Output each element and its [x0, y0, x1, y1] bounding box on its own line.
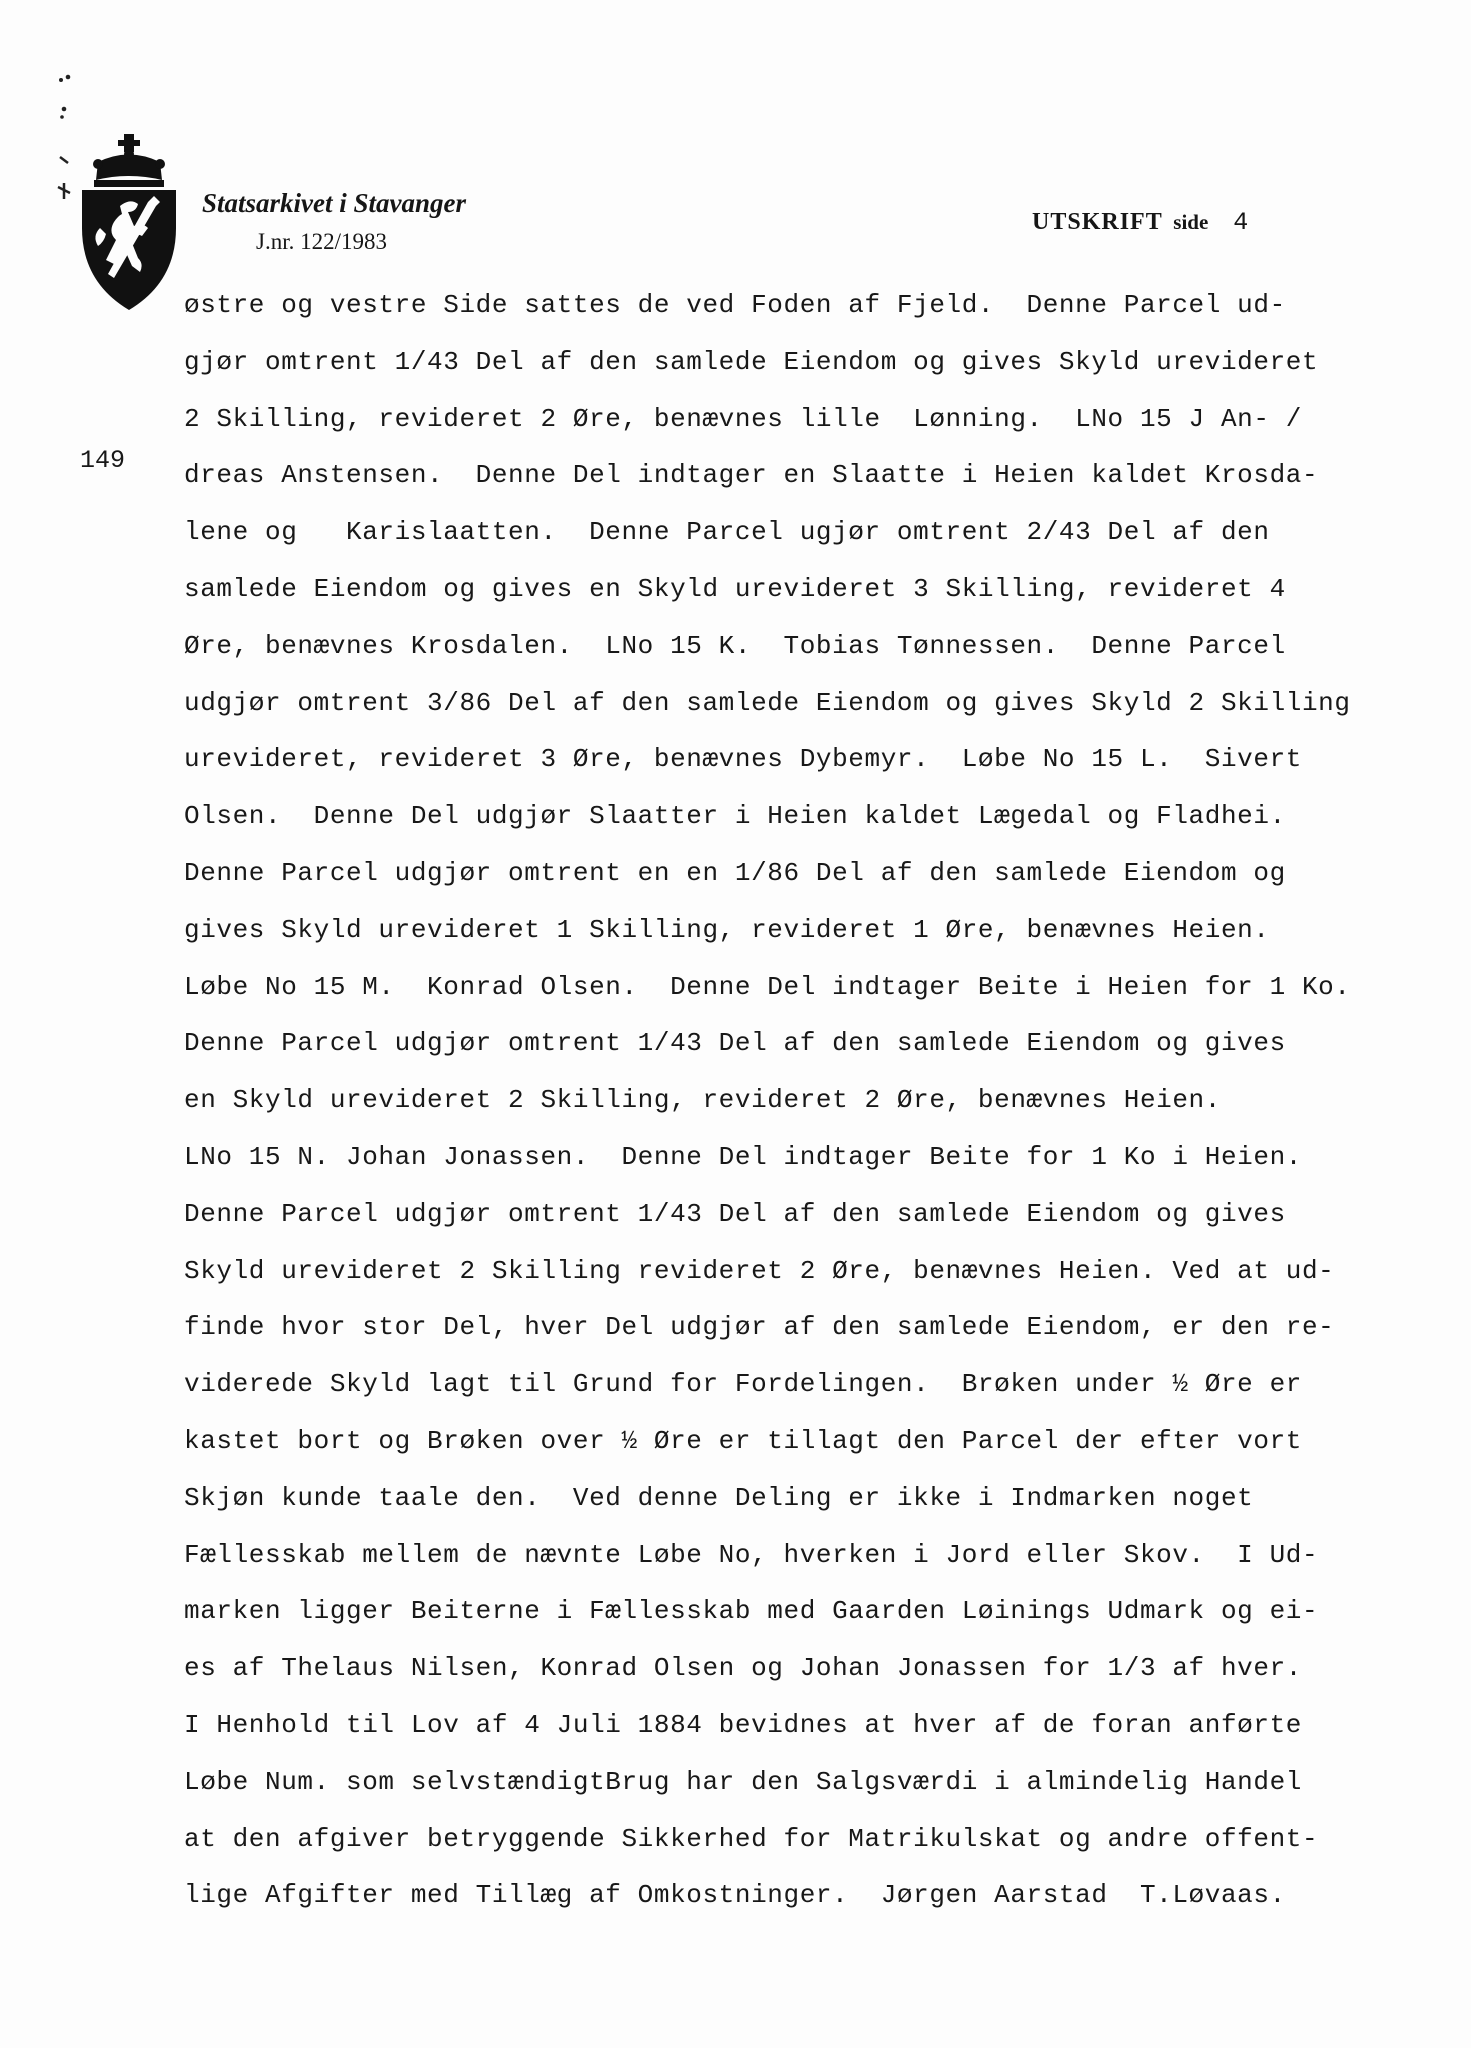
text-line: marken ligger Beiterne i Fællesskab med Gaarden Løinings Udmark og ei-: [184, 1596, 1319, 1627]
text-line: dreas Anstensen. Denne Del indtager en Slaatte i Heien kaldet Krosda-: [184, 460, 1319, 491]
text-line: Løbe Num. som selvstændigtBrug har den Salgsværdi i almindelig Handel: [184, 1766, 1302, 1797]
text-line: Skyld urevideret 2 Skilling revideret 2 Øre, benævnes Heien. Ved at ud-: [184, 1255, 1335, 1286]
text-line: at den afgiver betryggende Sikkerhed for Matrikulskat og andre offent-: [184, 1823, 1319, 1854]
transcript-body: [184, 284, 1424, 1931]
text-line: LNo 15 N. Johan Jonassen. Denne Del indtager Beite for 1 Ko i Heien.: [184, 1141, 1302, 1172]
text-line: urevideret, revideret 3 Øre, benævnes Dybemyr. Løbe No 15 L. Sivert: [184, 744, 1302, 775]
text-line: finde hvor stor Del, hver Del udgjør af den samlede Eiendom, er den re-: [184, 1312, 1335, 1343]
text-line: udgjør omtrent 3/86 Del af den samlede Eiendom og gives Skyld 2 Skilling: [184, 687, 1351, 718]
margin-note: 149: [80, 446, 126, 475]
text-line: Olsen. Denne Del udgjør Slaatter i Heien kaldet Lægedal og Fladhei.: [184, 801, 1286, 832]
text-line: gjør omtrent 1/43 Del af den samlede Eiendom og gives Skyld urevideret: [184, 346, 1319, 377]
side-label: side: [1173, 210, 1209, 234]
text-line: samlede Eiendom og gives en Skyld urevideret 3 Skilling, revideret 4: [184, 573, 1286, 604]
page-header-utskrift: [1032, 208, 1249, 237]
page-number: 4: [1233, 208, 1250, 237]
journal-number: J.nr. 122/1983: [256, 229, 387, 254]
text-line: viderede Skyld lagt til Grund for Fordelingen. Brøken under ½ Øre er: [184, 1369, 1302, 1400]
text-line: es af Thelaus Nilsen, Konrad Olsen og Johan Jonassen for 1/3 af hver.: [184, 1653, 1302, 1684]
text-line: I Henhold til Lov af 4 Juli 1884 bevidnes at hver af de foran anførte: [184, 1709, 1302, 1740]
text-line: Øre, benævnes Krosdalen. LNo 15 K. Tobias Tønnessen. Denne Parcel: [184, 630, 1286, 661]
norwegian-coat-of-arms-icon: [78, 132, 180, 312]
text-line: Løbe No 15 M. Konrad Olsen. Denne Del indtager Beite i Heien for 1 Ko.: [184, 971, 1351, 1002]
text-line: lene og Karislaatten. Denne Parcel ugjør omtrent 2/43 Del af den: [184, 517, 1270, 548]
text-line: Fællesskab mellem de nævnte Løbe No, hverken i Jord eller Skov. I Ud-: [184, 1539, 1319, 1570]
text-line: Skjøn kunde taale den. Ved denne Deling er ikke i Indmarken noget: [184, 1482, 1254, 1513]
text-line: kastet bort og Brøken over ½ Øre er tillagt den Parcel der efter vort: [184, 1425, 1302, 1456]
text-line: Denne Parcel udgjør omtrent en en 1/86 Del af den samlede Eiendom og: [184, 857, 1286, 888]
archive-name: Statsarkivet i Stavanger: [202, 188, 467, 218]
text-line: østre og vestre Side sattes de ved Foden af Fjeld. Denne Parcel ud-: [184, 290, 1286, 320]
text-line: 2 Skilling, revideret 2 Øre, benævnes lille Lønning. LNo 15 J An- /: [184, 403, 1302, 434]
text-line: gives Skyld urevideret 1 Skilling, revideret 1 Øre, benævnes Heien.: [184, 914, 1270, 945]
utskrift-label: UTSKRIFT: [1032, 209, 1163, 235]
text-line: Denne Parcel udgjør omtrent 1/43 Del af den samlede Eiendom og gives: [184, 1198, 1286, 1229]
text-line: lige Afgifter med Tillæg af Omkostninger. Jørgen Aarstad T.Løvaas.: [184, 1880, 1286, 1911]
text-line: en Skyld urevideret 2 Skilling, revideret 2 Øre, benævnes Heien.: [184, 1085, 1221, 1116]
text-line: Denne Parcel udgjør omtrent 1/43 Del af den samlede Eiendom og gives: [184, 1028, 1286, 1059]
